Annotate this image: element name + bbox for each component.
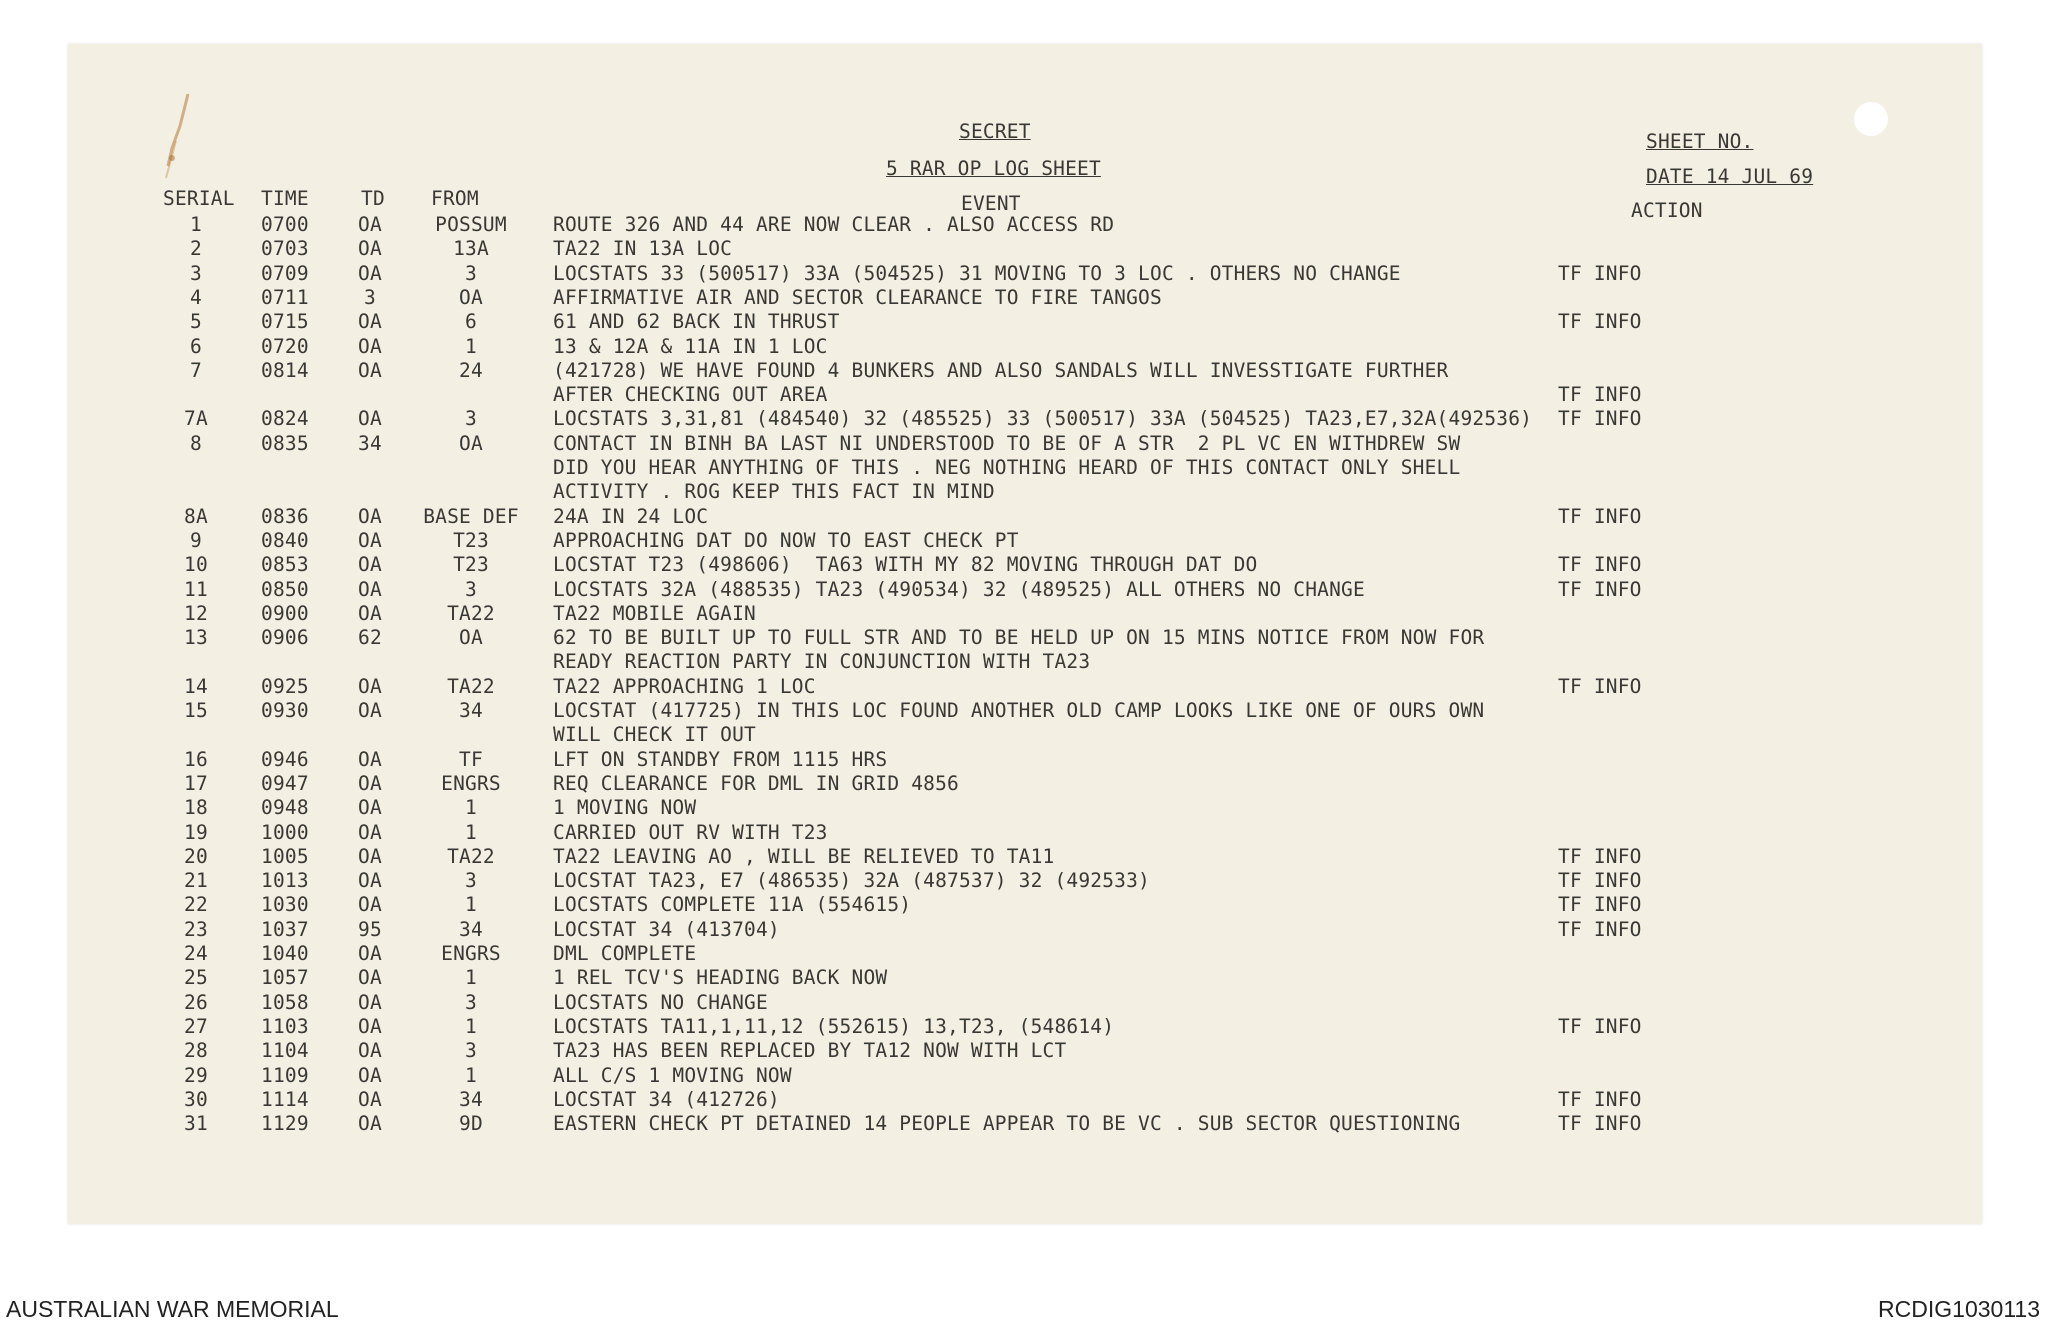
row-event-line: AFFIRMATIVE AIR AND SECTOR CLEARANCE TO FIRE TANGOS [553,285,1162,309]
row-action: TF INFO [1558,407,1642,431]
row-serial: 7A [184,407,208,431]
row-serial: 11 [184,577,208,601]
row-from: 3 [465,407,477,431]
row-td: OA [358,261,382,285]
row-td: OA [358,358,382,382]
row-td: OA [358,942,382,965]
row-action: TF INFO [1558,917,1642,941]
row-from: 1 [465,796,477,820]
row-serial: 31 [184,1112,208,1136]
row-time: 0946 [261,747,309,771]
header-event: EVENT [961,192,1021,215]
row-event-line: LOCSTAT T23 (498606) TA63 WITH MY 82 MOVING THROUGH DAT DO [553,553,1258,577]
row-from: 34 [459,699,483,722]
row-event-line: TA22 MOBILE AGAIN [553,601,756,625]
row-time: 1037 [261,917,309,941]
row-serial: 13 [184,626,208,650]
row-serial: 17 [184,771,208,795]
row-from: 6 [465,310,477,334]
row-time: 0715 [261,310,309,334]
row-time: 0700 [261,213,309,236]
row-action: TF INFO [1558,383,1642,407]
row-serial: 2 [190,237,202,261]
row-event-line: CARRIED OUT RV WITH T23 [553,820,828,844]
row-event-line: TA23 HAS BEEN REPLACED BY TA12 NOW WITH LCT [553,1039,1067,1063]
row-from: 1 [465,1063,477,1087]
sheet-number-label: SHEET NO. [1646,130,1754,153]
row-td: OA [358,601,382,625]
row-serial: 26 [184,990,208,1014]
row-event-line: DID YOU HEAR ANYTHING OF THIS . NEG NOTHING HEARD OF THIS CONTACT ONLY SHELL [553,456,1461,479]
row-td: OA [358,674,382,698]
row-td: OA [358,820,382,844]
row-serial: 6 [190,334,202,358]
row-from: 1 [465,334,477,358]
row-serial: 14 [184,674,208,698]
row-action: TF INFO [1558,1087,1642,1111]
row-action: TF INFO [1558,553,1642,577]
row-serial: 21 [184,869,208,893]
row-event-line: LOCSTAT 34 (413704) [553,917,780,941]
row-action: TF INFO [1558,310,1642,334]
row-time: 0824 [261,407,309,431]
row-from: ENGRS [441,942,501,965]
row-event-line: 1 MOVING NOW [553,796,697,820]
row-event-line: LOCSTATS 32A (488535) TA23 (490534) 32 (489525) ALL OTHERS NO CHANGE [553,577,1365,601]
row-td: OA [358,1039,382,1063]
row-from: TF [459,747,483,771]
row-from: TA22 [447,844,495,868]
row-time: 0925 [261,674,309,698]
row-event-line: 13 & 12A & 11A IN 1 LOC [553,334,828,358]
row-from: OA [459,285,483,309]
archive-credit: AUSTRALIAN WAR MEMORIAL [6,1296,339,1322]
row-event-line: ACTIVITY . ROG KEEP THIS FACT IN MIND [553,480,995,504]
row-from: 13A [453,237,489,261]
row-td: OA [358,213,382,236]
row-serial: 22 [184,893,208,917]
row-event-line: (421728) WE HAVE FOUND 4 BUNKERS AND ALSO SANDALS WILL INVESSTIGATE FURTHER [553,358,1449,382]
row-action: TF INFO [1558,504,1642,528]
row-time: 0814 [261,358,309,382]
row-from: 1 [465,1014,477,1038]
row-from: 34 [459,1087,483,1111]
row-from: T23 [453,528,489,552]
row-td: OA [358,1014,382,1038]
row-action: TF INFO [1558,261,1642,285]
row-td: OA [358,504,382,528]
row-from: OA [459,431,483,455]
row-event-line: TA22 IN 13A LOC [553,237,733,261]
row-serial: 1 [190,213,202,236]
row-td: 3 [364,285,376,309]
row-serial: 28 [184,1039,208,1063]
row-time: 0853 [261,553,309,577]
row-event-line: 61 AND 62 BACK IN THRUST [553,310,840,334]
stain-mark-icon [150,86,210,186]
row-td: OA [358,237,382,261]
header-action: ACTION [1631,199,1703,222]
row-td: OA [358,310,382,334]
row-td: OA [358,771,382,795]
row-action: TF INFO [1558,674,1642,698]
row-td: OA [358,553,382,577]
row-event-line: 1 REL TCV'S HEADING BACK NOW [553,966,888,990]
row-event-line: DML COMPLETE [553,942,697,965]
row-serial: 7 [190,358,202,382]
row-serial: 4 [190,285,202,309]
row-from: 1 [465,820,477,844]
row-time: 0835 [261,431,309,455]
row-event-line: LFT ON STANDBY FROM 1115 HRS [553,747,888,771]
classification-heading: SECRET [959,120,1031,143]
row-from: 1 [465,966,477,990]
row-td: 95 [358,917,382,941]
row-time: 1104 [261,1039,309,1063]
row-td: OA [358,1112,382,1136]
row-event-line: READY REACTION PARTY IN CONJUNCTION WITH TA23 [553,650,1091,674]
row-from: BASE DEF [423,504,519,528]
row-serial: 30 [184,1087,208,1111]
row-from: T23 [453,553,489,577]
row-from: POSSUM [435,213,507,236]
row-serial: 5 [190,310,202,334]
row-td: OA [358,334,382,358]
row-event-line: ROUTE 326 AND 44 ARE NOW CLEAR . ALSO ACCESS RD [553,213,1115,236]
row-time: 0720 [261,334,309,358]
row-from: 24 [459,358,483,382]
row-td: OA [358,869,382,893]
row-td: OA [358,796,382,820]
row-serial: 10 [184,553,208,577]
row-serial: 12 [184,601,208,625]
row-td: OA [358,699,382,722]
row-td: OA [358,966,382,990]
row-action: TF INFO [1558,893,1642,917]
log-sheet-title: 5 RAR OP LOG SHEET [886,157,1101,180]
row-time: 0900 [261,601,309,625]
row-from: ENGRS [441,771,501,795]
row-time: 1057 [261,966,309,990]
row-serial: 8 [190,431,202,455]
row-from: 3 [465,990,477,1014]
row-td: OA [358,893,382,917]
row-serial: 18 [184,796,208,820]
header-from: FROM [431,187,479,210]
row-from: 3 [465,577,477,601]
row-event-line: CONTACT IN BINH BA LAST NI UNDERSTOOD TO BE OF A STR 2 PL VC EN WITHDREW SW [553,431,1461,455]
row-time: 0930 [261,699,309,722]
row-action: TF INFO [1558,1014,1642,1038]
archive-reference: RCDIG1030113 [1878,1296,2040,1322]
row-event-line: 24A IN 24 LOC [553,504,709,528]
row-serial: 20 [184,844,208,868]
row-action: TF INFO [1558,869,1642,893]
row-serial: 27 [184,1014,208,1038]
row-from: 3 [465,869,477,893]
row-event-line: LOCSTAT TA23, E7 (486535) 32A (487537) 32 (492533) [553,869,1150,893]
row-td: OA [358,1063,382,1087]
row-time: 0850 [261,577,309,601]
row-event-line: APPROACHING DAT DO NOW TO EAST CHECK PT [553,528,1019,552]
row-td: 62 [358,626,382,650]
row-event-line: EASTERN CHECK PT DETAINED 14 PEOPLE APPEAR TO BE VC . SUB SECTOR QUESTIONING [553,1112,1461,1136]
row-from: 3 [465,261,477,285]
row-serial: 29 [184,1063,208,1087]
row-from: 34 [459,917,483,941]
row-td: 34 [358,431,382,455]
row-event-line: TA22 APPROACHING 1 LOC [553,674,816,698]
row-action: TF INFO [1558,1112,1642,1136]
header-serial: SERIAL [163,187,235,210]
row-time: 1103 [261,1014,309,1038]
row-td: OA [358,528,382,552]
row-time: 1013 [261,869,309,893]
row-time: 1040 [261,942,309,965]
row-serial: 24 [184,942,208,965]
row-event-line: LOCSTATS 33 (500517) 33A (504525) 31 MOVING TO 3 LOC . OTHERS NO CHANGE [553,261,1401,285]
date-label: DATE 14 JUL 69 [1646,165,1814,188]
row-td: OA [358,844,382,868]
row-time: 0709 [261,261,309,285]
row-time: 0836 [261,504,309,528]
row-td: OA [358,577,382,601]
row-time: 1030 [261,893,309,917]
row-td: OA [358,990,382,1014]
document-page [68,44,1982,1224]
row-time: 0711 [261,285,309,309]
row-from: OA [459,626,483,650]
row-event-line: LOCSTAT 34 (412726) [553,1087,780,1111]
row-time: 0948 [261,796,309,820]
header-td: TD [361,187,385,210]
row-from: 1 [465,893,477,917]
row-serial: 25 [184,966,208,990]
row-event-line: LOCSTATS TA11,1,11,12 (552615) 13,T23, (548614) [553,1014,1115,1038]
row-serial: 16 [184,747,208,771]
row-time: 1000 [261,820,309,844]
row-event-line: AFTER CHECKING OUT AREA [553,383,828,407]
row-event-line: TA22 LEAVING AO , WILL BE RELIEVED TO TA11 [553,844,1055,868]
header-time: TIME [261,187,309,210]
row-serial: 9 [190,528,202,552]
row-action: TF INFO [1558,577,1642,601]
punch-hole [1854,102,1888,136]
row-from: 3 [465,1039,477,1063]
row-time: 0840 [261,528,309,552]
row-event-line: ALL C/S 1 MOVING NOW [553,1063,792,1087]
row-event-line: LOCSTAT (417725) IN THIS LOC FOUND ANOTHER OLD CAMP LOOKS LIKE ONE OF OURS OWN [553,699,1485,722]
row-event-line: WILL CHECK IT OUT [553,723,756,747]
row-td: OA [358,407,382,431]
row-event-line: LOCSTATS NO CHANGE [553,990,768,1014]
row-action: TF INFO [1558,844,1642,868]
row-from: TA22 [447,601,495,625]
row-from: 9D [459,1112,483,1136]
row-time: 1114 [261,1087,309,1111]
row-time: 0703 [261,237,309,261]
row-event-line: LOCSTATS 3,31,81 (484540) 32 (485525) 33 (500517) 33A (504525) TA23,E7,32A(492536) [553,407,1533,431]
row-serial: 23 [184,917,208,941]
row-event-line: LOCSTATS COMPLETE 11A (554615) [553,893,912,917]
row-serial: 15 [184,699,208,722]
row-td: OA [358,747,382,771]
row-td: OA [358,1087,382,1111]
row-time: 1109 [261,1063,309,1087]
row-event-line: REQ CLEARANCE FOR DML IN GRID 4856 [553,771,959,795]
row-time: 1005 [261,844,309,868]
row-serial: 3 [190,261,202,285]
row-time: 1129 [261,1112,309,1136]
row-serial: 19 [184,820,208,844]
row-time: 0947 [261,771,309,795]
row-serial: 8A [184,504,208,528]
row-from: TA22 [447,674,495,698]
row-time: 1058 [261,990,309,1014]
row-time: 0906 [261,626,309,650]
row-event-line: 62 TO BE BUILT UP TO FULL STR AND TO BE HELD UP ON 15 MINS NOTICE FROM NOW FOR [553,626,1485,650]
